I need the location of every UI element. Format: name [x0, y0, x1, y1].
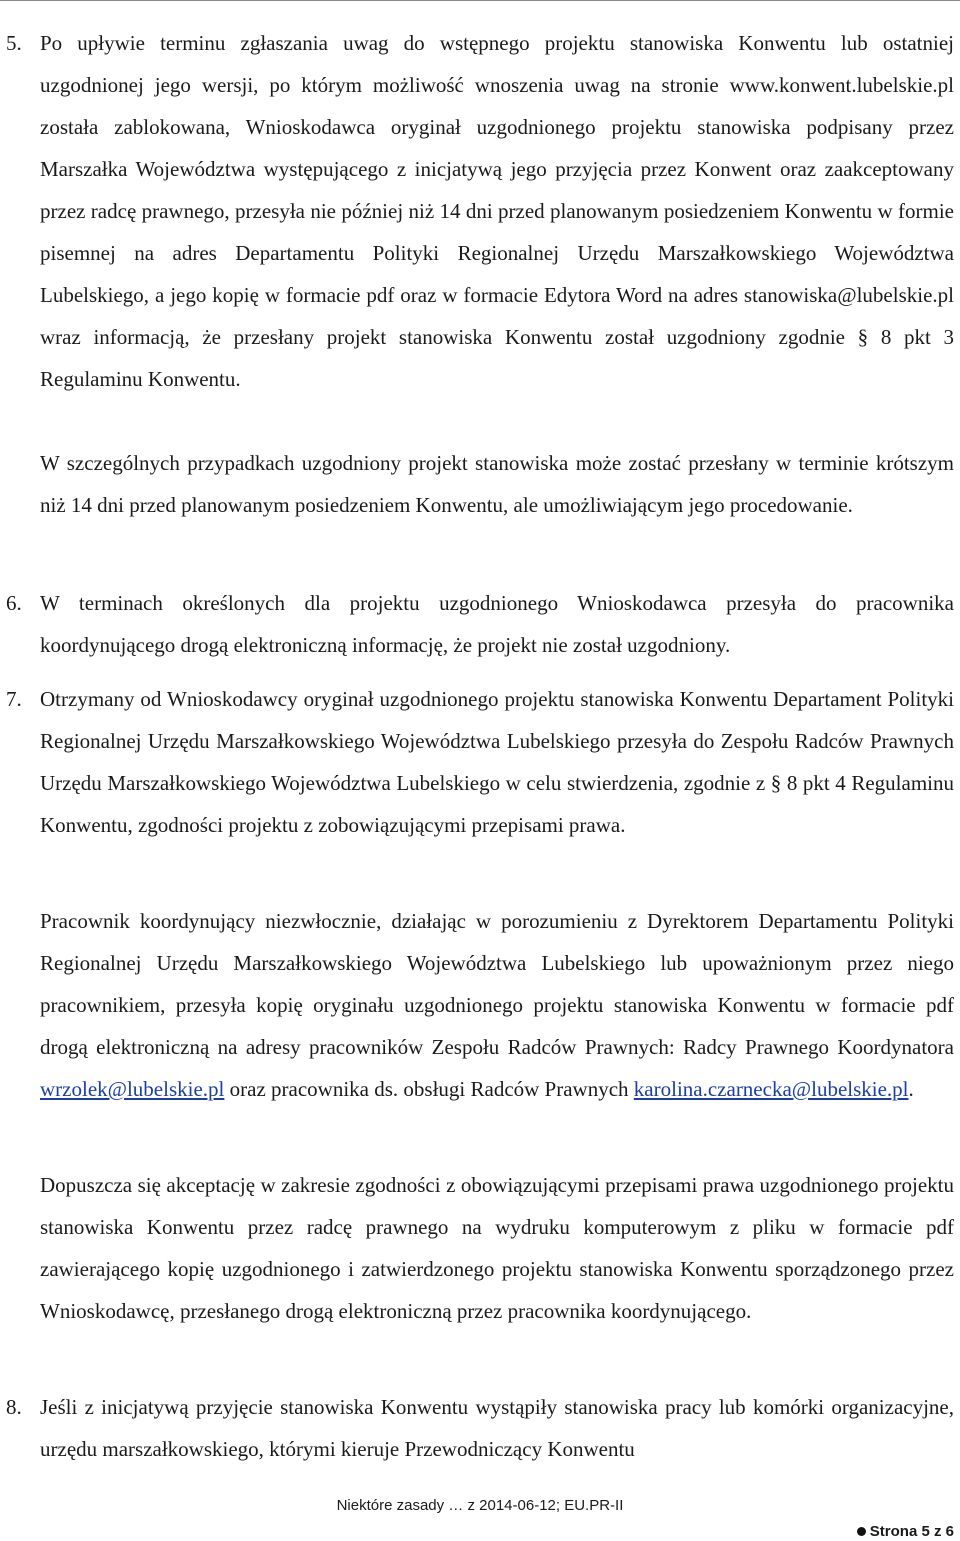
paragraph: Otrzymany od Wnioskodawcy oryginał uzgodnionego projektu stanowiska Konwentu Departament Polityki Regionalnej Urzędu Marszałkowskiego Województwa Lubelskiego przesyła do Zespołu Radców Prawnych Urzędu Marszałkowskiego Województwa Lubelskiego w celu stwierdzenia, zgodnie z § 8 pkt 4 Regulaminu Konwentu, zgodności projektu z zobowiązującymi przepisami prawa.: [40, 687, 954, 837]
email-link-wrzolek[interactable]: wrzolek@lubelskie.pl: [40, 1077, 225, 1101]
paragraph: [40, 900, 954, 1110]
bullet-icon: [857, 1527, 866, 1536]
item-number: 8.: [6, 1395, 22, 1419]
paragraph-text: .: [908, 1077, 914, 1101]
email-link-czarnecka[interactable]: karolina.czarnecka@lubelskie.pl: [633, 1077, 909, 1101]
footer-page-number: [857, 1523, 954, 1540]
page-number-text: Strona 5 z 6: [869, 1523, 954, 1540]
paragraph: W szczególnych przypadkach uzgodniony projekt stanowiska może zostać przesłany w terminie krótszym niż 14 dni przed planowanym posiedzeniem Konwentu, ale umożliwiającym jego procedowanie.: [40, 451, 954, 517]
paragraph: W terminach określonych dla projektu uzgodnionego Wnioskodawca przesyła do pracownika koordynującego drogą elektroniczną informację, że projekt nie został uzgodniony.: [40, 591, 954, 657]
paragraph: Po upływie terminu zgłaszania uwag do wstępnego projektu stanowiska Konwentu lub ostatniej uzgodnionej jego wersji, po którym możliwość wnoszenia uwag na stronie www.konwent.lubelskie.pl została zablokowana, Wnioskodawca oryginał uzgodnionego projektu stanowiska podpisany przez Marszałka Województwa występującego z inicjatywą jego przyjęcia przez Konwent oraz zaakceptowany przez radcę prawnego, przesyła nie później niż 14 dni przed planowanym posiedzeniem Konwentu w formie pisemnej na adres Departamentu Polityki Regionalnej Urzędu Marszałkowskiego Województwa Lubelskiego, a jego kopię w formacie pdf oraz w formacie Edytora Word na adres stanowiska@lubelskie.pl wraz informacją, że przesłany projekt stanowiska Konwentu został uzgodniony zgodnie § 8 pkt 3 Regulaminu Konwentu.: [40, 31, 954, 391]
paragraph: Dopuszcza się akceptację w zakresie zgodności z obowiązującymi przepisami prawa uzgodnionego projektu stanowiska Konwentu przez radcę prawnego na wydruku komputerowym z pliku w formacie pdf zawierającego kopię uzgodnionego i zatwierdzonego projektu stanowiska Konwentu sporządzonego przez Wnioskodawcę, przesłanego drogą elektroniczną przez pracownika koordynującego.: [40, 1173, 954, 1323]
footer-doc-info: Niektóre zasady … z 2014-06-12; EU.PR-II: [336, 1497, 624, 1514]
item-number: 7.: [6, 687, 22, 711]
paragraph-text: oraz pracownika ds. obsługi Radców Prawnych: [229, 1077, 629, 1101]
item-number: 6.: [6, 591, 22, 615]
item-number: 5.: [6, 31, 22, 55]
paragraph: Jeśli z inicjatywą przyjęcie stanowiska Konwentu wystąpiły stanowiska pracy lub komórki organizacyjne, urzędu marszałkowskiego, którymi kieruje Przewodniczący Konwentu: [40, 1395, 954, 1461]
paragraph-text: Pracownik koordynujący niezwłocznie, działając w porozumieniu z Dyrektorem Departamentu Polityki Regionalnej Urzędu Marszałkowskiego Województwa Lubelskiego lub upoważnionym przez niego pracownikiem, przesyła kopię oryginału uzgodnionego projektu stanowiska Konwentu w formacie pdf drogą elektroniczną na adresy pracowników Zespołu Radców Prawnych: Radcy Prawnego Koordynatora: [40, 909, 954, 1059]
top-rule: [0, 0, 960, 1]
